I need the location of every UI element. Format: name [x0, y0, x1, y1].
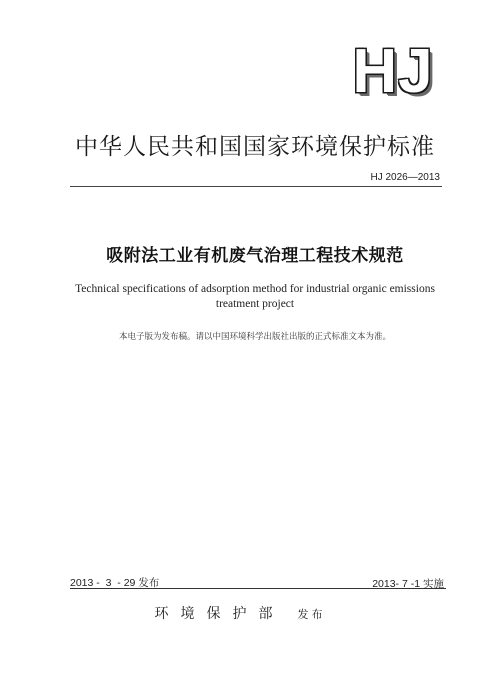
- implementation-date: 2013- 7 -1 实施: [372, 578, 444, 590]
- header-divider: [70, 186, 442, 187]
- publish-label: 发布: [297, 608, 326, 621]
- hj-logo: HJ: [352, 37, 434, 106]
- publisher-row: [0, 603, 480, 623]
- electronic-version-note: 本电子版为发布稿。请以中国环境科学出版社出版的正式标准文本为准。: [118, 332, 391, 342]
- organization-title: 中华人民共和国国家环境保护标准: [75, 134, 435, 160]
- english-title: [60, 282, 450, 312]
- standard-number: HJ 2026—2013: [370, 172, 440, 183]
- issue-date: 2013 - 3 - 29 发布: [70, 577, 160, 589]
- publisher-name: 环境保护部: [154, 606, 285, 622]
- english-title-line-2: treatment project: [215, 298, 295, 310]
- footer-divider: [70, 588, 446, 589]
- english-title-line-1: Technical specifications of adsorption method for industrial organic emissions: [75, 283, 435, 295]
- chinese-title: 吸附法工业有机废气治理工程技术规范: [106, 246, 404, 266]
